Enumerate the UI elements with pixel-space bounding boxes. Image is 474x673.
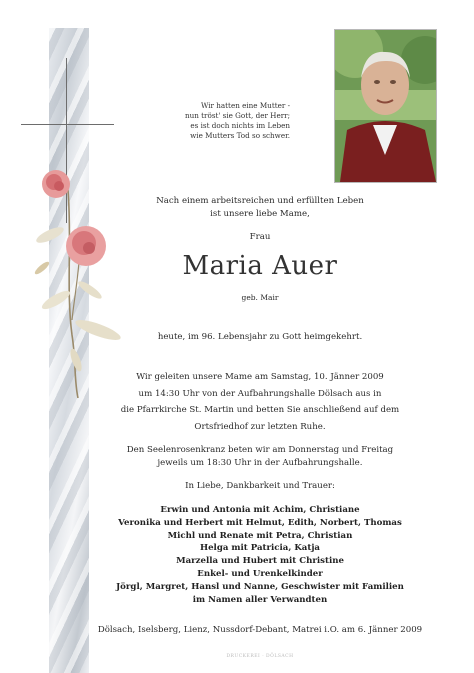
funeral-line: die Pfarrkirche St. Martin und betten Sie anschließend auf dem xyxy=(120,405,400,415)
funeral-line: um 14:30 Uhr von der Aufbahrungshalle Dölsach aus in xyxy=(138,388,382,399)
verse-line: Wir hatten eine Mutter - xyxy=(200,101,290,110)
survivor-line: Helga mit Patricia, Katja xyxy=(199,543,321,554)
love-line: In Liebe, Dankbarkeit und Trauer: xyxy=(185,481,335,491)
cross-horizontal-line xyxy=(21,124,114,125)
funeral-line: Ortsfriedhof zur letzten Ruhe. xyxy=(194,421,326,432)
printer-imprint: DRUCKEREI · DÖLSACH xyxy=(226,654,294,659)
survivor-line: Jörgl, Margret, Hansl und Nanne, Geschwister mit Familien xyxy=(116,581,404,592)
funeral-line: Wir geleiten unsere Mame am Samstag, 10. Jänner 2009 xyxy=(136,372,384,382)
survivor-line: Erwin und Antonia mit Achim, Christiane xyxy=(160,505,360,515)
verse-line: nun tröst' sie Gott, der Herr; xyxy=(185,111,290,120)
intro-line: Nach einem arbeitsreichen und erfüllten Leben xyxy=(156,196,364,206)
rosary-line: jeweils um 18:30 Uhr in der Aufbahrungshalle. xyxy=(157,457,363,468)
funeral-text xyxy=(95,369,425,435)
portrait-photo xyxy=(334,29,437,183)
intro-text xyxy=(95,195,425,220)
survivor-line: Enkel- und Urenkelkinder xyxy=(197,568,323,579)
maiden-name: geb. Mair xyxy=(241,293,279,302)
place-date-line: Dölsach, Iselsberg, Lienz, Nussdorf-Debant, Matrei i.O. am 6. Jänner 2009 xyxy=(97,625,423,635)
survivor-line: Marzella und Hubert mit Christine xyxy=(176,556,344,567)
age-line: heute, im 96. Lebensjahr zu Gott heimgekehrt. xyxy=(157,332,363,342)
deceased-name: Maria Auer xyxy=(182,251,338,281)
survivor-line: im Namen aller Verwandten xyxy=(192,594,328,605)
verse-line: wie Mutters Tod so schwer. xyxy=(190,131,290,140)
title-frau: Frau xyxy=(249,232,271,242)
memorial-verse xyxy=(150,101,290,141)
survivors-list xyxy=(95,504,425,606)
intro-line: ist unsere liebe Mame, xyxy=(210,208,310,219)
survivor-line: Michl und Renate mit Petra, Christian xyxy=(167,530,353,541)
rosary-text xyxy=(95,444,425,469)
rosary-line: Den Seelenrosenkranz beten wir am Donnerstag und Freitag xyxy=(126,445,394,455)
survivor-line: Veronika und Herbert mit Helmut, Edith, Norbert, Thomas xyxy=(118,517,402,528)
verse-line: es ist doch nichts im Leben xyxy=(190,121,290,130)
